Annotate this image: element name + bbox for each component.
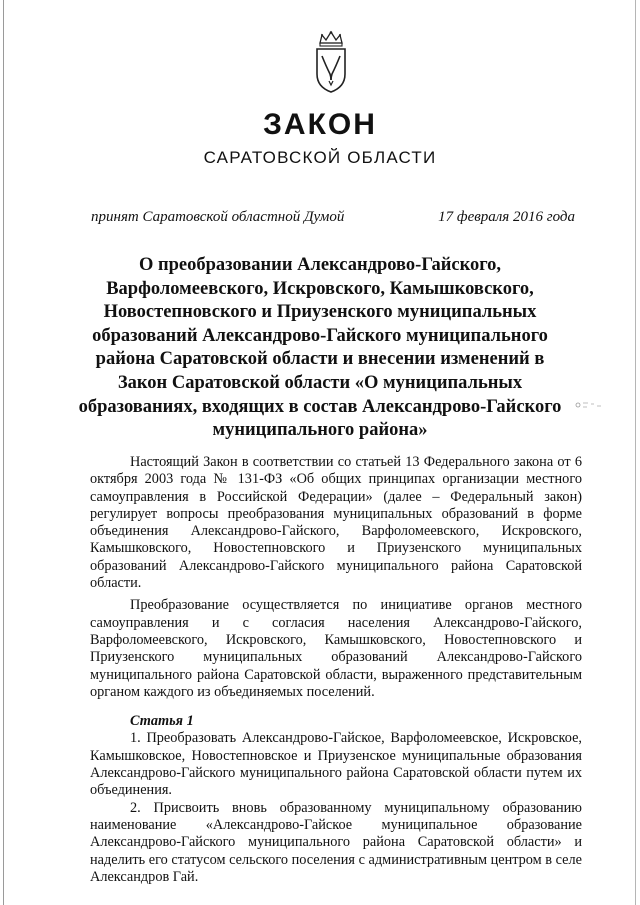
law-title: О преобразовании Александрово-Гайского, Варфоломеевского, Искровского, Камышковского, Новостепновского и Приузенского муниципальных образований Александрово-Гайского муниципального района Саратовской области и внесении изменений в Закон Саратовской области «О муниципальных образованиях, входящих в состав Александрово-Гайского муниципального района» [78, 255, 562, 441]
preamble-paragraph: Настоящий Закон в соответствии со статьей 13 Федерального закона от 6 октября 2003 года № 131-ФЗ «Об общих принципах организации местного самоуправления в Российской Федерации» (далее – Федеральный закон) регулирует вопросы преобразования муниципальных образований в форме объединения Александрово-Гайского, Варфоломеевского, Искровского, Камышковского, Новостепновского и Приузенского муниципальных образований Александрово-Гайского муниципального района Саратовской области. [90, 454, 582, 592]
article-1-item-1: 1. Преобразовать Александрово-Гайское, Варфоломеевское, Искровское, Камышковское, Новостепновское и Приузенское муниципальные образования Александрово-Гайского муниципального района Саратовской области путем их объединения. [90, 730, 582, 799]
adopted-by-text: принят Саратовской областной Думой [91, 209, 345, 225]
law-body [90, 454, 582, 886]
article-1-item-2: 2. Присвоить вновь образованному муниципальному образованию наименование «Александрово-Гайское муниципальное образование Александрово-Гайского муниципального района Саратовской области» и наделить его статусом сельского поселения с административным центром в селе Александров Гай. [90, 799, 582, 885]
adoption-date: 17 февраля 2016 года [438, 209, 575, 225]
second-paragraph: Преобразование осуществляется по инициативе органов местного самоуправления и с согласия населения Александрово-Гайского, Варфоломеевского, Искровского, Камышковского, Новостепновского и Приузенского муниципальных образований Александрово-Гайского муниципального района Саратовской области, выраженного представительным органом каждого из объединяемых поселений. [90, 597, 582, 700]
region-subheading: САРАТОВСКОЙ ОБЛАСТИ [203, 148, 437, 167]
margin-stamp-mark [574, 398, 604, 412]
document-type-heading: ЗАКОН [263, 108, 377, 141]
saratov-coat-of-arms-icon [311, 30, 351, 94]
article-1-heading: Статья 1 [130, 713, 194, 730]
